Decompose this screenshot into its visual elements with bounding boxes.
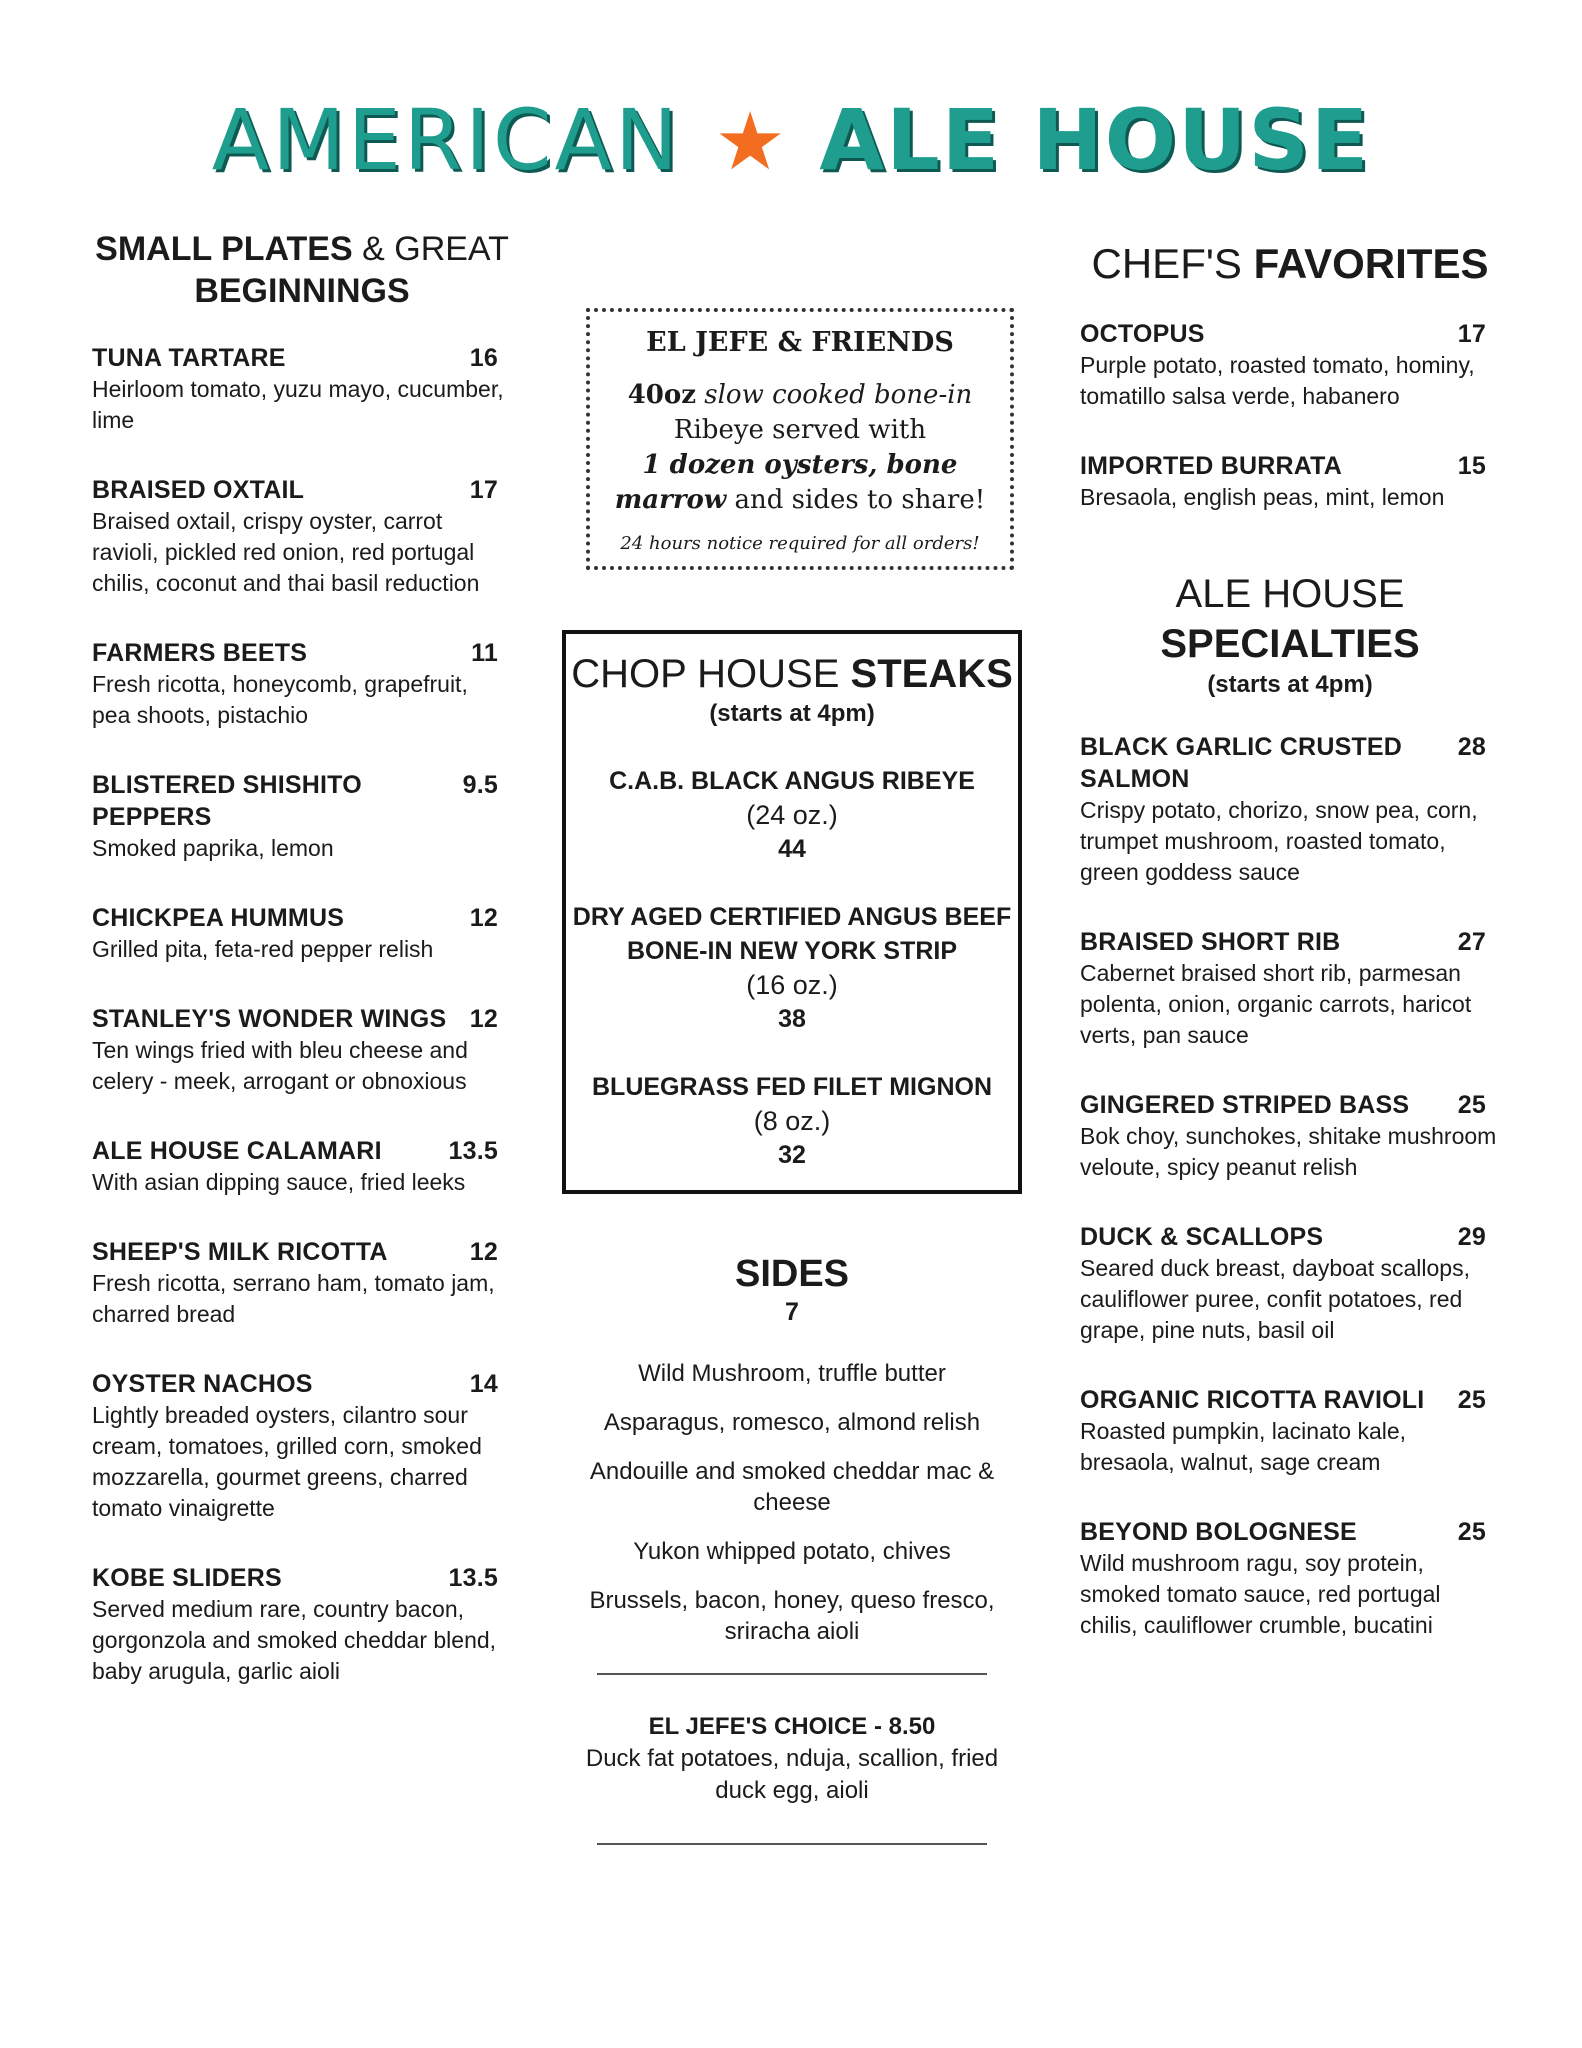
menu-item-description: Smoked paprika, lemon	[92, 835, 334, 861]
menu-item	[92, 1562, 512, 1687]
menu-item	[1080, 1384, 1500, 1478]
menu-item-header	[1080, 318, 1500, 350]
menu-item	[92, 902, 512, 965]
sides-title: SIDES	[734, 1253, 850, 1295]
menu-item-name: ALE HOUSE CALAMARI	[92, 1137, 382, 1165]
small-plates-title-beginnings: BEGINNINGS	[194, 272, 410, 310]
menu-item-name: STANLEY'S WONDER WINGS	[92, 1005, 447, 1033]
menu-item-price: 15	[1457, 452, 1486, 480]
steak-size: (16 oz.)	[746, 970, 838, 1000]
menu-item-description: Seared duck breast, dayboat scallops, cauliflower puree, confit potatoes, red grape, pine nuts, basil oil	[1080, 1255, 1470, 1343]
menu-item-price: 11	[471, 639, 498, 667]
menu-item-description: Roasted pumpkin, lacinato kale, bresaola, walnut, sage cream	[1080, 1418, 1407, 1475]
steaks-title-thin: CHOP HOUSE	[571, 652, 851, 696]
menu-item-header	[1080, 1221, 1500, 1253]
menu-item	[92, 637, 512, 731]
menu-item	[92, 1236, 512, 1330]
menu-item-header	[92, 1236, 512, 1268]
menu-item-price: 14	[469, 1370, 498, 1398]
menu-item-price: 25	[1457, 1518, 1486, 1546]
specialties-title-thin: ALE HOUSE	[1175, 572, 1405, 616]
menu-item-header	[92, 474, 512, 506]
steak-price: 32	[778, 1141, 806, 1169]
menu-item-header	[92, 902, 512, 934]
small-plates-title-thin: & GREAT	[352, 230, 509, 268]
specialties-subtitle: (starts at 4pm)	[1207, 671, 1373, 698]
steak-item	[566, 764, 1018, 866]
menu-item-price: 12	[469, 1238, 498, 1266]
chefs-title-bold: FAVORITES	[1253, 240, 1489, 287]
chop-house-steaks-box	[562, 630, 1022, 1194]
menu-item-name: BRAISED SHORT RIB	[1080, 928, 1341, 956]
menu-item-price: 13.5	[448, 1564, 498, 1592]
menu-item-description: Fresh ricotta, serrano ham, tomato jam, charred bread	[92, 1270, 495, 1327]
menu-item-name: OCTOPUS	[1080, 320, 1205, 348]
menu-item	[92, 769, 512, 864]
el-jefe-choice	[562, 1711, 1022, 1807]
menu-item-name: DUCK & SCALLOPS	[1080, 1223, 1324, 1251]
menu-item-name: BEYOND BOLOGNESE	[1080, 1518, 1357, 1546]
menu-item-name: BLACK GARLIC CRUSTED SALMON	[1080, 733, 1403, 793]
el-jefe-line3-emph: 1 dozen oysters, bone marrow	[614, 450, 958, 515]
steaks-heading	[566, 650, 1018, 698]
side-item: Brussels, bacon, honey, queso fresco, sriracha aioli	[589, 1587, 995, 1645]
specialties-list	[1080, 731, 1500, 1641]
menu-item-price: 25	[1457, 1091, 1486, 1119]
steak-price: 38	[778, 1005, 806, 1033]
el-jefe-title: EL JEFE & FRIENDS	[646, 327, 954, 358]
menu-item-header	[92, 1368, 512, 1400]
menu-item-name: SHEEP'S MILK RICOTTA	[92, 1238, 388, 1266]
steak-size: (8 oz.)	[753, 1106, 831, 1136]
menu-item	[92, 1003, 512, 1097]
menu-item-name: CHICKPEA HUMMUS	[92, 904, 345, 932]
brand-word-ale-house: ALE HOUSE	[819, 91, 1371, 189]
menu-item-header	[92, 637, 512, 669]
menu-item-header	[1080, 731, 1500, 795]
el-jefe-size: 40oz	[627, 380, 696, 410]
menu-item-price: 12	[469, 904, 498, 932]
menu-item-price: 17	[469, 476, 498, 504]
brand-word-american: AMERICAN	[211, 91, 681, 189]
menu-item	[92, 342, 512, 436]
el-jefe-line2: Ribeye served with	[673, 415, 927, 445]
menu-item-header	[92, 1135, 512, 1167]
middle-column	[562, 308, 1022, 1845]
menu-item	[1080, 318, 1500, 412]
menu-item-description: With asian dipping sauce, fried leeks	[92, 1169, 466, 1195]
menu-item-description: Purple potato, roasted tomato, hominy, tomatillo salsa verde, habanero	[1080, 352, 1475, 409]
menu-item-header	[92, 1003, 512, 1035]
menu-item-price: 29	[1457, 1223, 1486, 1251]
menu-item-price: 17	[1457, 320, 1486, 348]
chefs-favorites-list	[1080, 318, 1500, 513]
menu-item	[1080, 1516, 1500, 1641]
menu-item-description: Wild mushroom ragu, soy protein, smoked tomato sauce, red portugal chilis, cauliflower crumble, bucatini	[1080, 1550, 1441, 1638]
menu-item	[1080, 926, 1500, 1051]
menu-item-price: 28	[1457, 733, 1486, 761]
menu-item-price: 9.5	[462, 771, 498, 799]
menu-item-price: 13.5	[448, 1137, 498, 1165]
el-jefe-note: 24 hours notice required for all orders!	[620, 533, 980, 554]
el-jefe-box	[586, 308, 1014, 570]
chefs-title-thin: CHEF'S	[1091, 240, 1254, 287]
menu-item-description: Served medium rare, country bacon, gorgonzola and smoked cheddar blend, baby arugula, garlic aioli	[92, 1596, 497, 1684]
small-plates-title-bold: SMALL PLATES	[95, 230, 353, 268]
menu-item-price: 12	[469, 1005, 498, 1033]
menu-item-description: Lightly breaded oysters, cilantro sour cream, tomatoes, grilled corn, smoked mozzarella, gourmet greens, charred tomato vinaigrette	[92, 1402, 482, 1521]
el-jefe-line1: slow cooked bone-in	[696, 380, 973, 410]
menu-item-name: IMPORTED BURRATA	[1080, 452, 1342, 480]
menu-item	[1080, 450, 1500, 513]
menu-item-description: Braised oxtail, crispy oyster, carrot ravioli, pickled red onion, red portugal chilis, coconut and thai basil reduction	[92, 508, 480, 596]
menu-item-header	[1080, 1516, 1500, 1548]
menu-item	[92, 1368, 512, 1524]
menu-item-description: Fresh ricotta, honeycomb, grapefruit, pea shoots, pistachio	[92, 671, 468, 728]
right-column	[1080, 240, 1500, 1641]
steak-size: (24 oz.)	[746, 800, 838, 830]
menu-item-price: 16	[469, 344, 498, 372]
menu-item-name: GINGERED STRIPED BASS	[1080, 1091, 1410, 1119]
menu-item-name: BLISTERED SHISHITO PEPPERS	[92, 771, 362, 831]
steak-name: BLUEGRASS FED FILET MIGNON	[592, 1073, 992, 1101]
menu-item-header	[1080, 1089, 1500, 1121]
steak-item	[566, 1070, 1018, 1172]
menu-item-description: Ten wings fried with bleu cheese and celery - meek, arrogant or obnoxious	[92, 1037, 468, 1094]
steaks-subtitle: (starts at 4pm)	[709, 700, 875, 727]
menu-item-name: KOBE SLIDERS	[92, 1564, 282, 1592]
side-item: Yukon whipped potato, chives	[633, 1538, 951, 1565]
menu-item-price: 27	[1457, 928, 1486, 956]
el-jefe-choice-title: EL JEFE'S CHOICE - 8.50	[648, 1713, 936, 1740]
steak-item	[566, 900, 1018, 1036]
sides-section	[562, 1252, 1022, 1845]
menu-item	[92, 1135, 512, 1198]
brand-logo	[0, 91, 1582, 189]
menu-item-name: TUNA TARTARE	[92, 344, 286, 372]
menu-item-header	[1080, 926, 1500, 958]
menu-item-description: Bresaola, english peas, mint, lemon	[1080, 484, 1445, 510]
divider	[597, 1843, 987, 1845]
star-icon: ★	[714, 97, 786, 186]
menu-item-description: Crispy potato, chorizo, snow pea, corn, trumpet mushroom, roasted tomato, green goddess sauce	[1080, 797, 1478, 885]
menu-item-header	[92, 342, 512, 374]
menu-item-header	[92, 1562, 512, 1594]
menu-item	[92, 474, 512, 599]
menu-item-name: FARMERS BEETS	[92, 639, 308, 667]
menu-item-header	[1080, 1384, 1500, 1416]
menu-item-name: OYSTER NACHOS	[92, 1370, 313, 1398]
menu-item-header	[92, 769, 512, 833]
steaks-title-bold: STEAKS	[850, 652, 1013, 696]
el-jefe-body	[596, 378, 1004, 518]
steak-price: 44	[778, 835, 806, 863]
specialties-title-bold: SPECIALTIES	[1160, 622, 1420, 666]
menu-item-price: 25	[1457, 1386, 1486, 1414]
sides-price: 7	[785, 1298, 799, 1326]
small-plates-heading	[92, 228, 512, 312]
side-item: Asparagus, romesco, almond relish	[603, 1409, 981, 1436]
menu-item-description: Grilled pita, feta-red pepper relish	[92, 936, 434, 962]
menu-item-description: Heirloom tomato, yuzu mayo, cucumber, lime	[92, 376, 504, 433]
menu-item	[1080, 1089, 1500, 1183]
steak-name: C.A.B. BLACK ANGUS RIBEYE	[609, 767, 975, 795]
menu-item-name: ORGANIC RICOTTA RAVIOLI	[1080, 1386, 1425, 1414]
side-item: Wild Mushroom, truffle butter	[638, 1360, 946, 1387]
side-item: Andouille and smoked cheddar mac & cheese	[589, 1458, 995, 1516]
menu-item-header	[1080, 450, 1500, 482]
specialties-heading	[1080, 569, 1500, 669]
el-jefe-line3: and sides to share!	[726, 485, 986, 515]
menu-item-name: BRAISED OXTAIL	[92, 476, 305, 504]
menu-item-description: Bok choy, sunchokes, shitake mushroom veloute, spicy peanut relish	[1080, 1123, 1497, 1180]
small-plates-section	[92, 228, 512, 1687]
steak-name: DRY AGED CERTIFIED ANGUS BEEF BONE-IN NEW YORK STRIP	[572, 903, 1012, 965]
el-jefe-choice-desc: Duck fat potatoes, nduja, scallion, fried duck egg, aioli	[585, 1745, 999, 1804]
divider	[597, 1673, 987, 1675]
menu-item	[1080, 1221, 1500, 1346]
menu-item	[1080, 731, 1500, 888]
chefs-favorites-heading	[1080, 240, 1500, 288]
menu-item-description: Cabernet braised short rib, parmesan polenta, onion, organic carrots, haricot verts, pan sauce	[1080, 960, 1472, 1048]
